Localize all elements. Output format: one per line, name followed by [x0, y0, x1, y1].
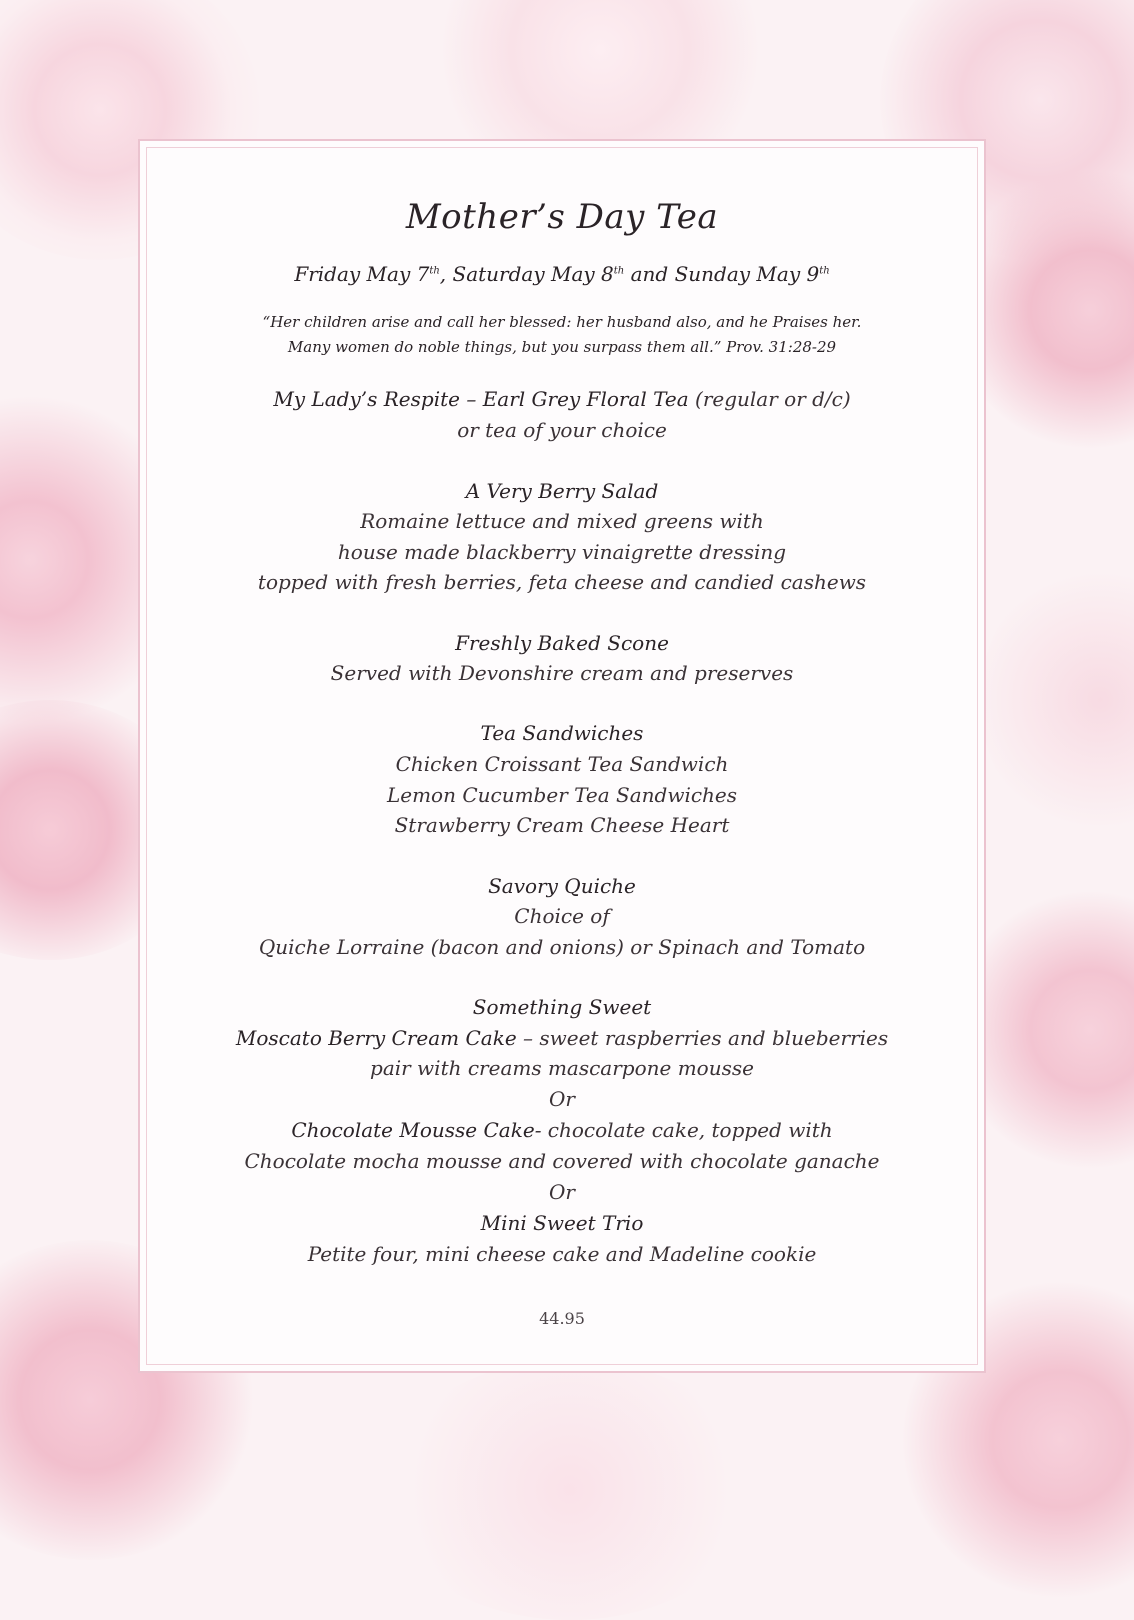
salad-heading: A Very Berry Salad — [465, 479, 659, 503]
salad-line: topped with fresh berries, feta cheese and candied cashews — [257, 570, 867, 594]
quote-line-1: “Her children arise and call her blessed: her husband also, and he Praises her. — [262, 313, 862, 331]
tea-option: (regular or d/c) — [688, 387, 851, 411]
sweet-option-1 — [148, 1026, 976, 1050]
tea-name: My Lady’s Respite – Earl Grey Floral Tea — [273, 387, 689, 411]
quiche-heading: Savory Quiche — [488, 874, 636, 898]
sweet-heading: Something Sweet — [472, 995, 652, 1019]
salad-line: Romaine lettuce and mixed greens with — [360, 509, 764, 533]
rose-decoration — [960, 880, 1134, 1180]
quiche-line: Choice of — [514, 904, 610, 928]
ordinal-suffix: th — [429, 265, 440, 277]
or-separator: Or — [549, 1180, 575, 1204]
rose-decoration — [380, 1360, 760, 1620]
sweet-option-2-line: Chocolate mocha mousse and covered with chocolate ganache — [244, 1149, 880, 1173]
sandwich-item: Chicken Croissant Tea Sandwich — [395, 752, 729, 776]
sweet-option-1-line: pair with creams mascarpone mousse — [370, 1056, 754, 1080]
tea-line — [148, 387, 976, 411]
menu-content — [148, 150, 976, 1362]
ordinal-suffix: th — [819, 265, 830, 277]
sweet-option-3-name: Mini Sweet Trio — [480, 1211, 644, 1235]
or-separator: Or — [549, 1087, 575, 1111]
ordinal-suffix: th — [613, 265, 625, 277]
sandwich-item: Lemon Cucumber Tea Sandwiches — [386, 783, 738, 807]
sandwiches-heading: Tea Sandwiches — [480, 721, 644, 745]
price: 44.95 — [539, 1309, 585, 1328]
quote-line-2: Many women do noble things, but you surpass them all.” Prov. 31:28-29 — [287, 338, 837, 356]
date-sunday: and Sunday May 9 — [624, 262, 820, 286]
sweet-option-1-desc: – sweet raspberries and blueberries — [516, 1026, 889, 1050]
sweet-option-3-line: Petite four, mini cheese cake and Madeline cookie — [307, 1242, 817, 1266]
sweet-option-2-desc: - chocolate cake, topped with — [534, 1118, 833, 1142]
page-title: Mother’s Day Tea — [405, 197, 719, 237]
sweet-option-2-name: Chocolate Mousse Cake — [291, 1118, 535, 1142]
date-saturday: , Saturday May 8 — [439, 262, 614, 286]
scone-heading: Freshly Baked Scone — [455, 631, 669, 655]
rose-decoration — [960, 160, 1134, 460]
sweet-option-1-name: Moscato Berry Cream Cake — [235, 1026, 517, 1050]
scone-line: Served with Devonshire cream and preserves — [330, 661, 794, 685]
event-dates — [148, 262, 976, 286]
sweet-option-2 — [148, 1118, 976, 1142]
sandwich-item: Strawberry Cream Cheese Heart — [394, 813, 730, 837]
tea-alternative: or tea of your choice — [457, 418, 667, 442]
salad-line: house made blackberry vinaigrette dressing — [337, 540, 787, 564]
rose-decoration — [980, 560, 1134, 840]
quiche-line: Quiche Lorraine (bacon and onions) or Spinach and Tomato — [258, 935, 866, 959]
date-friday: Friday May 7 — [294, 262, 430, 286]
